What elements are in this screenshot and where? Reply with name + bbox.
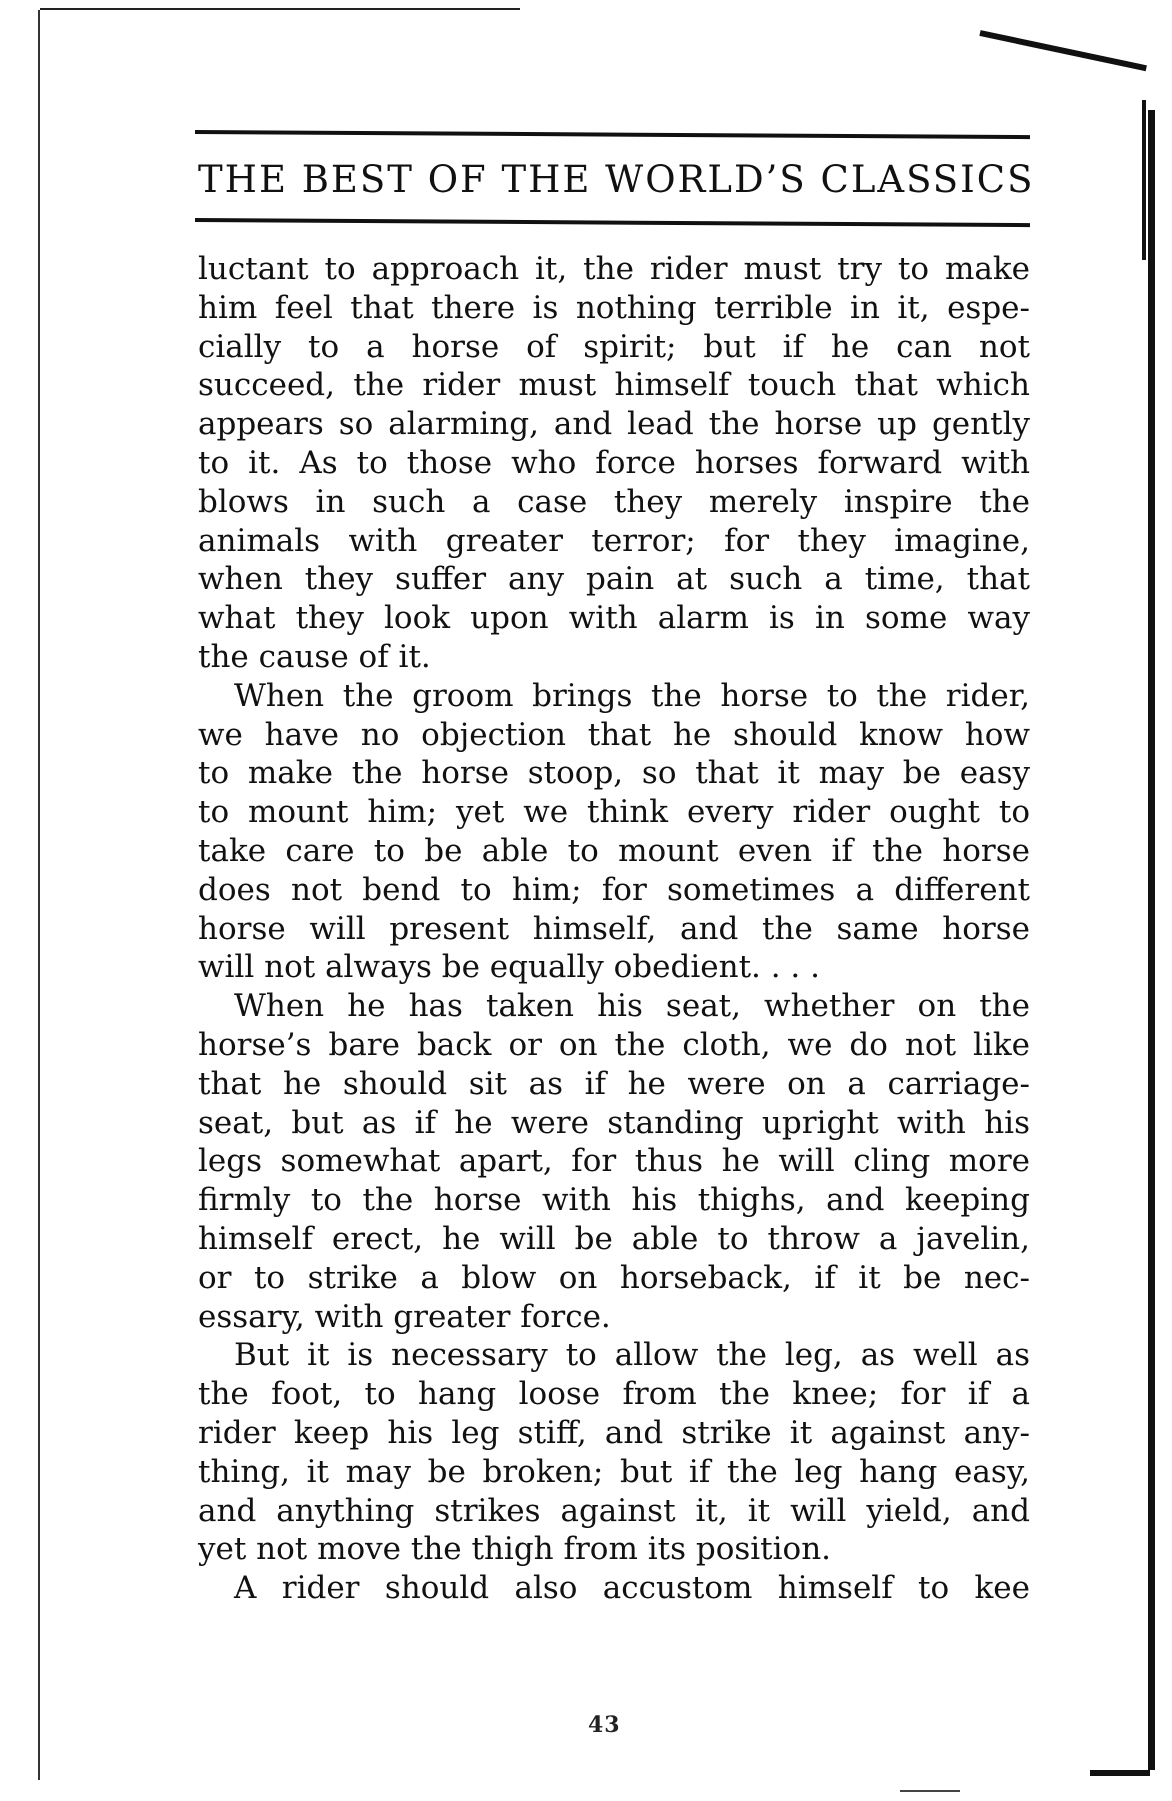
text-line: thing, it may be broken; but if the leg hang easy, (198, 1453, 1030, 1490)
text-line: him feel that there is nothing terrible in it, espe- (198, 289, 1030, 326)
text-line: A rider should also accustom himself to kee (234, 1570, 1030, 1607)
text-line: the cause of it. (198, 638, 431, 675)
text-line: firmly to the horse with his thighs, and keeping (198, 1182, 1030, 1219)
text-line: to mount him; yet we think every rider ought to (198, 794, 1030, 831)
text-line: luctant to approach it, the rider must try to make (198, 251, 1030, 287)
text-line: what they look upon with alarm is in some way (198, 600, 1030, 637)
header-rule-top (195, 130, 1030, 139)
text-line: to make the horse stoop, so that it may be easy (198, 755, 1030, 792)
text-line: we have no objection that he should know how (198, 716, 1030, 753)
body-text (198, 250, 1030, 1608)
page-edge-bottom-right (1090, 1770, 1150, 1776)
text-line: cially to a horse of spirit; but if he can not (198, 328, 1030, 365)
text-line: will not always be equally obedient. . . . (198, 949, 820, 986)
text-line: When the groom brings the horse to the rider, (234, 677, 1030, 714)
text-line: appears so alarming, and lead the horse up gently (198, 406, 1030, 443)
page-edge-left (38, 10, 40, 1780)
text-line: animals with greater terror; for they imagine, (198, 522, 1030, 559)
running-head: THE BEST OF THE WORLD’S CLASSICS (198, 158, 1035, 201)
text-line: horse will present himself, and the same horse (198, 910, 1030, 947)
text-line: legs somewhat apart, for thus he will cling more (198, 1143, 1030, 1180)
text-line: essary, with greater force. (198, 1298, 611, 1335)
text-line: himself erect, he will be able to throw a javelin, (198, 1220, 1030, 1257)
text-line: blows in such a case they merely inspire the (198, 483, 1030, 520)
page-edge-top-right (979, 30, 1147, 71)
text-line: horse’s bare back or on the cloth, we do not like (198, 1026, 1030, 1063)
text-line: seat, but as if he were standing upright with his (198, 1104, 1030, 1141)
text-line: yet not move the thigh from its position. (198, 1531, 832, 1568)
text-line: the foot, to hang loose from the knee; for if a (198, 1376, 1030, 1413)
text-line: to it. As to those who force horses forward with (198, 444, 1030, 481)
text-line: or to strike a blow on horseback, if it be nec- (198, 1259, 1030, 1296)
text-line: take care to be able to mount even if the horse (198, 832, 1030, 869)
text-line: when they suffer any pain at such a time, that (198, 561, 1030, 598)
page-edge-right-tick (1142, 100, 1146, 260)
text-line: succeed, the rider must himself touch that which (198, 367, 1030, 404)
text-line: rider keep his leg stiff, and strike it against any- (198, 1414, 1030, 1451)
text-line: and anything strikes against it, it will yield, and (198, 1492, 1030, 1529)
text-line: does not bend to him; for sometimes a different (198, 871, 1030, 908)
page-number: 43 (588, 1712, 621, 1738)
text-line: that he should sit as if he were on a carriage- (198, 1065, 1030, 1102)
text-line: But it is necessary to allow the leg, as well as (234, 1337, 1030, 1374)
page-edge-right (1148, 110, 1155, 1770)
text-line: When he has taken his seat, whether on the (234, 988, 1030, 1025)
page-edge-bottom (900, 1790, 960, 1792)
header-rule-bottom (195, 218, 1030, 227)
page-edge-top (40, 8, 520, 10)
